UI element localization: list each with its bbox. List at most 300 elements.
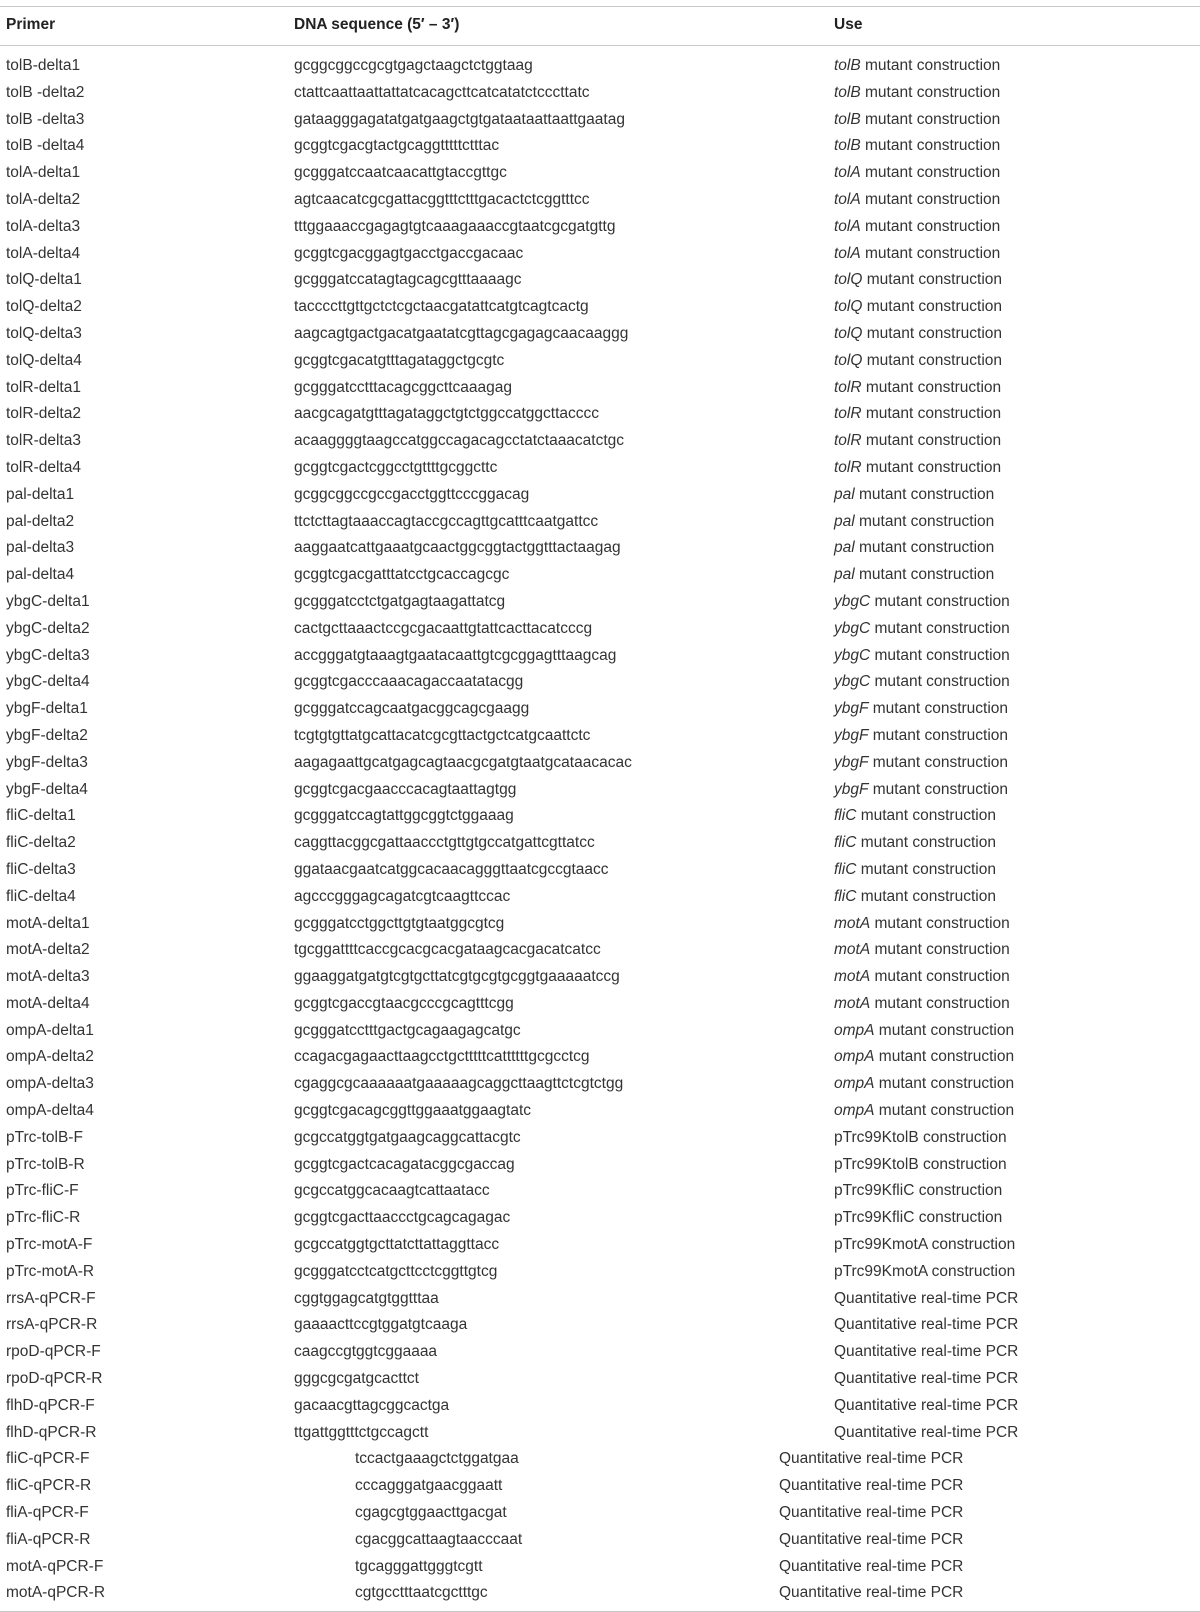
use-text: mutant construction	[860, 83, 1001, 101]
use-cell	[834, 593, 1010, 611]
primer-cell: tolR-delta4	[6, 458, 81, 476]
use-text: mutant construction	[862, 271, 1003, 289]
use-text: Quantitative real-time PCR	[779, 1450, 964, 1468]
table-body	[0, 55, 1200, 1609]
primer-cell: motA-delta2	[6, 941, 90, 959]
table-header	[0, 16, 1200, 38]
use-cell	[834, 566, 994, 584]
primer-cell: tolQ-delta2	[6, 298, 82, 316]
gene-name: ompA	[834, 1021, 875, 1039]
table-row	[0, 1234, 1200, 1261]
use-cell	[834, 111, 1000, 129]
table-row	[0, 779, 1200, 806]
sequence-cell: cgtgcctttaatcgctttgc	[355, 1584, 488, 1602]
use-cell	[779, 1450, 963, 1468]
table-row	[0, 1207, 1200, 1234]
table-row	[0, 993, 1200, 1020]
primer-cell: fliC-delta1	[6, 807, 76, 825]
sequence-cell: agtcaacatcgcgattacggtttctttgacactctcggtttcc	[294, 190, 590, 208]
use-text: Quantitative real-time PCR	[834, 1289, 1019, 1307]
use-text: Quantitative real-time PCR	[779, 1557, 964, 1575]
primer-cell: flhD-qPCR-R	[6, 1423, 97, 1441]
sequence-cell: ttctcttagtaaaccagtaccgccagttgcatttcaatgattcc	[294, 512, 599, 530]
gene-name: tolQ	[834, 298, 863, 316]
use-text: Quantitative real-time PCR	[834, 1370, 1019, 1388]
gene-name: tolB	[834, 110, 861, 128]
use-cell	[834, 1290, 1018, 1308]
primer-cell: rpoD-qPCR-R	[6, 1370, 103, 1388]
use-cell	[834, 539, 994, 557]
sequence-cell: gcggtcgacgatttatcctgcaccagcgc	[294, 566, 510, 584]
use-cell	[834, 164, 1000, 182]
table-row	[0, 913, 1200, 940]
primer-cell: tolA-delta4	[6, 244, 81, 262]
primer-cell: tolB -delta3	[6, 110, 85, 128]
primer-cell: ybgC-delta3	[6, 646, 90, 664]
use-text: pTrc99KtolB construction	[834, 1155, 1007, 1173]
use-cell	[834, 968, 1010, 986]
table-row	[0, 886, 1200, 913]
use-cell	[834, 861, 996, 879]
gene-name: tolB	[834, 137, 861, 155]
use-text: mutant construction	[856, 834, 996, 852]
sequence-cell: gacaacgttagcggcactga	[294, 1396, 450, 1414]
primer-cell: pTrc-tolB-R	[6, 1155, 85, 1173]
sequence-cell: cactgcttaaactccgcgacaattgtattcacttacatcccg	[294, 619, 593, 637]
primer-cell: pTrc-tolB-F	[6, 1128, 83, 1146]
use-cell	[834, 1370, 1018, 1388]
primer-cell: ybgC-delta2	[6, 619, 90, 637]
use-cell	[834, 298, 1002, 316]
gene-name: ybgC	[834, 592, 871, 610]
sequence-cell: cgaggcgcaaaaaatgaaaaagcaggcttaagttctcgtctgg	[294, 1075, 624, 1093]
use-cell	[834, 1129, 1007, 1147]
use-text: mutant construction	[860, 244, 1001, 262]
table-row	[0, 1395, 1200, 1422]
primer-cell: ybgF-delta3	[6, 753, 88, 771]
use-cell	[834, 137, 1000, 155]
gene-name: motA	[834, 914, 871, 932]
use-text: mutant construction	[861, 432, 1002, 450]
use-text: mutant construction	[860, 110, 1001, 128]
primer-cell: fliA-qPCR-F	[6, 1504, 89, 1522]
sequence-cell: taccccttgttgctctcgctaacgatattcatgtcagtcactg	[294, 298, 589, 316]
use-cell	[779, 1584, 963, 1602]
gene-name: tolA	[834, 217, 861, 235]
table-row	[0, 1288, 1200, 1315]
primer-cell: pTrc-fliC-F	[6, 1182, 79, 1200]
table-row	[0, 645, 1200, 672]
primer-cell: tolR-delta1	[6, 378, 81, 396]
table-row	[0, 1261, 1200, 1288]
primer-cell: pTrc-motA-F	[6, 1236, 93, 1254]
use-text: mutant construction	[860, 164, 1001, 182]
use-cell	[834, 325, 1002, 343]
sequence-cell: caagccgtggtcggaaaa	[294, 1343, 438, 1361]
sequence-cell: tccactgaaagctctggatgaa	[355, 1450, 519, 1468]
use-cell	[834, 432, 1001, 450]
primer-cell: pTrc-fliC-R	[6, 1209, 81, 1227]
table-row	[0, 457, 1200, 484]
primer-cell: fliC-delta3	[6, 860, 76, 878]
primer-cell: motA-delta1	[6, 914, 90, 932]
table-row	[0, 752, 1200, 779]
sequence-cell: aaggaatcattgaaatgcaactggcggtactggtttactaagag	[294, 539, 621, 557]
gene-name: pal	[834, 539, 855, 557]
gene-name: fliC	[834, 860, 857, 878]
use-text: mutant construction	[861, 458, 1002, 476]
table-row	[0, 1475, 1200, 1502]
primer-cell: motA-qPCR-R	[6, 1584, 106, 1602]
use-cell	[834, 1156, 1007, 1174]
use-cell	[779, 1531, 963, 1549]
use-cell	[779, 1558, 963, 1576]
sequence-cell: aacgcagatgtttagataggctgtctggccatggcttacccc	[294, 405, 600, 423]
use-text: mutant construction	[868, 780, 1009, 798]
sequence-cell: gcgccatggcacaagtcattaatacc	[294, 1182, 490, 1200]
use-text: pTrc99KfliC construction	[834, 1209, 1003, 1227]
gene-name: motA	[834, 941, 871, 959]
sequence-cell: gaaaacttccgtggatgtcaaga	[294, 1316, 468, 1334]
sequence-cell: gcggtcgaccgtaacgcccgcagtttcgg	[294, 994, 514, 1012]
sequence-cell: cggtggagcatgtggtttaa	[294, 1289, 439, 1307]
use-text: Quantitative real-time PCR	[834, 1343, 1019, 1361]
use-cell	[834, 647, 1010, 665]
table-row	[0, 189, 1200, 216]
use-text: mutant construction	[854, 512, 995, 530]
primer-cell: fliC-delta2	[6, 834, 76, 852]
table-row	[0, 1127, 1200, 1154]
table-row	[0, 698, 1200, 725]
use-cell	[834, 727, 1008, 745]
primer-cell: pTrc-motA-R	[6, 1262, 95, 1280]
use-cell	[834, 1424, 1018, 1442]
gene-name: tolQ	[834, 324, 863, 342]
table-row	[0, 1073, 1200, 1100]
gene-name: tolR	[834, 432, 862, 450]
table-row	[0, 135, 1200, 162]
sequence-cell: gcggcggccgcgtgagctaagctctggtaag	[294, 57, 533, 74]
sequence-cell: accgggatgtaaagtgaatacaattgtcgcggagtttaagcag	[294, 646, 617, 664]
use-cell	[834, 1263, 1015, 1281]
gene-name: tolQ	[834, 351, 863, 369]
table-row	[0, 618, 1200, 645]
sequence-cell: gataagggagatatgatgaagctgtgataataattaattgaatag	[294, 110, 625, 128]
sequence-cell: gcggtcgacgtactgcaggtttttctttac	[294, 137, 500, 155]
use-cell	[834, 1182, 1002, 1200]
sequence-cell: gcgggatcctcatgcttcctcggttgtcg	[294, 1262, 498, 1280]
primer-cell: tolR-delta3	[6, 432, 81, 450]
use-cell	[834, 620, 1010, 638]
table-row	[0, 939, 1200, 966]
use-text: Quantitative real-time PCR	[834, 1316, 1019, 1334]
use-cell	[834, 781, 1008, 799]
table-row	[0, 537, 1200, 564]
use-text: mutant construction	[874, 1021, 1015, 1039]
use-cell	[834, 1236, 1015, 1254]
table-row	[0, 511, 1200, 538]
use-cell	[834, 1397, 1018, 1415]
use-cell	[834, 245, 1000, 263]
primer-cell: pal-delta2	[6, 512, 75, 530]
gene-name: tolA	[834, 190, 861, 208]
use-cell	[834, 459, 1001, 477]
header-primer: Primer	[6, 16, 56, 33]
primer-cell: tolB -delta4	[6, 137, 85, 155]
sequence-cell: tcgtgtgttatgcattacatcgcgttactgctcatgcaattctc	[294, 726, 591, 744]
table-row	[0, 1502, 1200, 1529]
gene-name: tolA	[834, 244, 861, 262]
use-text: mutant construction	[874, 1075, 1015, 1093]
use-text: mutant construction	[860, 57, 1001, 74]
use-text: mutant construction	[870, 994, 1010, 1012]
primer-cell: ybgF-delta1	[6, 700, 88, 718]
use-text: Quantitative real-time PCR	[779, 1477, 964, 1495]
gene-name: tolQ	[834, 271, 863, 289]
primer-cell: tolQ-delta3	[6, 324, 82, 342]
sequence-cell: ctattcaattaattattatcacagcttcatcatatctcccttatc	[294, 83, 590, 101]
use-cell	[834, 995, 1010, 1013]
table-row	[0, 966, 1200, 993]
table-row	[0, 725, 1200, 752]
sequence-cell: cgacggcattaagtaacccaat	[355, 1530, 523, 1548]
table-row	[0, 1020, 1200, 1047]
use-text: mutant construction	[854, 539, 995, 557]
use-text: Quantitative real-time PCR	[779, 1504, 964, 1522]
table-row	[0, 216, 1200, 243]
use-cell	[834, 352, 1002, 370]
table-row	[0, 243, 1200, 270]
use-text: mutant construction	[868, 753, 1009, 771]
use-text: mutant construction	[874, 1048, 1015, 1066]
primer-cell: tolB -delta2	[6, 83, 85, 101]
table-row	[0, 1448, 1200, 1475]
gene-name: ybgF	[834, 753, 869, 771]
use-cell	[834, 1075, 1014, 1093]
use-text: mutant construction	[870, 646, 1010, 664]
use-text: mutant construction	[870, 592, 1010, 610]
use-cell	[834, 218, 1000, 236]
gene-name: ybgC	[834, 646, 871, 664]
primer-cell: pal-delta1	[6, 485, 75, 503]
sequence-cell: gcgggatcctttacagcggcttcaaagag	[294, 378, 513, 396]
use-text: mutant construction	[854, 566, 995, 584]
use-text: mutant construction	[870, 941, 1010, 959]
sequence-cell: gcgggatcctctgatgagtaagattatcg	[294, 592, 506, 610]
sequence-cell: caggttacggcgattaaccctgttgtgccatgattcgttatcc	[294, 834, 595, 852]
sequence-cell: gcggtcgacagcggttggaaatggaagtatc	[294, 1102, 531, 1120]
table-row	[0, 1046, 1200, 1073]
primer-cell: ybgC-delta1	[6, 592, 90, 610]
gene-name: tolR	[834, 378, 862, 396]
use-text: mutant construction	[860, 137, 1001, 155]
primer-cell: ompA-delta2	[6, 1048, 94, 1066]
use-cell	[834, 807, 996, 825]
sequence-cell: ggataacgaatcatggcacaacagggttaatcgccgtaacc	[294, 860, 609, 878]
use-text: mutant construction	[870, 673, 1010, 691]
sequence-cell: gcgggatccagtattggcggtctggaaag	[294, 807, 514, 825]
sequence-cell: gcggtcgacccaaacagaccaatatacgg	[294, 673, 524, 691]
sequence-cell: gcggtcgactcacagatacggcgaccag	[294, 1155, 515, 1173]
use-cell	[779, 1504, 963, 1522]
table-row	[0, 430, 1200, 457]
sequence-cell: gggcgcgatgcacttct	[294, 1370, 419, 1388]
gene-name: motA	[834, 994, 871, 1012]
use-cell	[834, 1343, 1018, 1361]
header-rule	[0, 45, 1200, 46]
use-text: mutant construction	[856, 807, 996, 825]
use-cell	[834, 57, 1000, 75]
sequence-cell: agcccgggagcagatcgtcaagttccac	[294, 887, 511, 905]
use-text: pTrc99KmotA construction	[834, 1262, 1016, 1280]
primer-cell: rrsA-qPCR-R	[6, 1316, 98, 1334]
use-text: mutant construction	[856, 887, 996, 905]
use-cell	[834, 888, 996, 906]
table-row	[0, 805, 1200, 832]
sequence-cell: gcggtcgacgaacccacagtaattagtgg	[294, 780, 517, 798]
primer-cell: rpoD-qPCR-F	[6, 1343, 101, 1361]
primer-cell: motA-delta4	[6, 994, 90, 1012]
use-cell	[834, 673, 1010, 691]
primer-cell: fliA-qPCR-R	[6, 1530, 91, 1548]
primer-cell: tolQ-delta4	[6, 351, 82, 369]
primer-cell: tolQ-delta1	[6, 271, 82, 289]
sequence-cell: gcgggatcctttgactgcagaagagcatgc	[294, 1021, 521, 1039]
primer-cell: tolR-delta2	[6, 405, 81, 423]
table-row	[0, 564, 1200, 591]
gene-name: fliC	[834, 887, 857, 905]
primer-cell: fliC-delta4	[6, 887, 76, 905]
use-text: mutant construction	[861, 405, 1002, 423]
gene-name: pal	[834, 485, 855, 503]
primer-cell: ybgF-delta4	[6, 780, 88, 798]
use-cell	[834, 405, 1001, 423]
use-text: mutant construction	[854, 485, 995, 503]
use-text: mutant construction	[874, 1102, 1015, 1120]
table-row	[0, 162, 1200, 189]
use-cell	[834, 915, 1010, 933]
table-row	[0, 1368, 1200, 1395]
gene-name: motA	[834, 968, 871, 986]
sequence-cell: gcggtcgactcggcctgttttgcggcttc	[294, 458, 498, 476]
use-cell	[834, 1022, 1014, 1040]
primer-cell: ompA-delta1	[6, 1021, 94, 1039]
primer-cell: tolA-delta1	[6, 164, 81, 182]
gene-name: ybgF	[834, 780, 869, 798]
sequence-cell: cccagggatgaacggaatt	[355, 1477, 503, 1495]
use-text: mutant construction	[868, 700, 1009, 718]
sequence-cell: gcggtcgacttaaccctgcagcagagac	[294, 1209, 511, 1227]
use-text: mutant construction	[862, 351, 1003, 369]
table-row	[0, 1100, 1200, 1127]
table-row	[0, 1180, 1200, 1207]
table-row	[0, 859, 1200, 886]
primer-cell: rrsA-qPCR-F	[6, 1289, 96, 1307]
sequence-cell: acaaggggtaagccatggccagacagcctatctaaacatctgc	[294, 432, 625, 450]
use-text: pTrc99KtolB construction	[834, 1128, 1007, 1146]
use-cell	[834, 1209, 1002, 1227]
use-text: pTrc99KfliC construction	[834, 1182, 1003, 1200]
use-cell	[834, 1048, 1014, 1066]
gene-name: ybgC	[834, 673, 871, 691]
table-row	[0, 82, 1200, 109]
primer-cell: pal-delta4	[6, 566, 75, 584]
use-text: pTrc99KmotA construction	[834, 1236, 1016, 1254]
gene-name: ompA	[834, 1075, 875, 1093]
gene-name: tolA	[834, 164, 861, 182]
table-row	[0, 671, 1200, 698]
gene-name: tolR	[834, 458, 862, 476]
use-text: mutant construction	[860, 217, 1001, 235]
use-cell	[834, 513, 994, 531]
gene-name: fliC	[834, 807, 857, 825]
table-row	[0, 591, 1200, 618]
sequence-cell: tgcagggattgggtcgtt	[355, 1557, 483, 1575]
table-top-rule	[0, 6, 1200, 7]
gene-name: pal	[834, 566, 855, 584]
gene-name: ybgF	[834, 700, 869, 718]
table-row	[0, 296, 1200, 323]
use-cell	[834, 271, 1002, 289]
use-text: mutant construction	[862, 298, 1003, 316]
sequence-cell: gcgggatcctggcttgtgtaatggcgtcg	[294, 914, 505, 932]
use-text: mutant construction	[856, 860, 996, 878]
use-text: mutant construction	[861, 378, 1002, 396]
table-row	[0, 1422, 1200, 1449]
sequence-cell: tgcggattttcaccgcacgcacgataagcacgacatcatcc	[294, 941, 601, 959]
use-cell	[834, 1102, 1014, 1120]
sequence-cell: gcgccatggtgcttatcttattaggttacc	[294, 1236, 500, 1254]
table-row	[0, 109, 1200, 136]
header-use: Use	[834, 16, 863, 33]
use-cell	[834, 700, 1008, 718]
table-row	[0, 269, 1200, 296]
sequence-cell: gcggtcgacggagtgacctgaccgacaac	[294, 244, 524, 262]
sequence-cell: gcgggatccaatcaacattgtaccgttgc	[294, 164, 507, 182]
table-row	[0, 377, 1200, 404]
gene-name: tolR	[834, 405, 862, 423]
use-cell	[779, 1477, 963, 1495]
use-text: Quantitative real-time PCR	[834, 1396, 1019, 1414]
use-cell	[834, 941, 1010, 959]
use-cell	[834, 754, 1008, 772]
sequence-cell: aagcagtgactgacatgaatatcgttagcgagagcaacaaggg	[294, 324, 629, 342]
primer-cell: fliC-qPCR-F	[6, 1450, 90, 1468]
use-text: Quantitative real-time PCR	[779, 1530, 964, 1548]
primer-cell: fliC-qPCR-R	[6, 1477, 92, 1495]
gene-name: pal	[834, 512, 855, 530]
table-row	[0, 323, 1200, 350]
use-text: mutant construction	[862, 324, 1003, 342]
primer-cell: tolA-delta3	[6, 217, 81, 235]
gene-name: fliC	[834, 834, 857, 852]
use-text: mutant construction	[870, 619, 1010, 637]
primer-cell: tolB-delta1	[6, 57, 81, 74]
table-row	[0, 1529, 1200, 1556]
use-cell	[834, 486, 994, 504]
table-row	[0, 350, 1200, 377]
sequence-cell: ttgattggtttctgccagctt	[294, 1423, 429, 1441]
table-row	[0, 1154, 1200, 1181]
primer-cell: pal-delta3	[6, 539, 75, 557]
use-text: mutant construction	[868, 726, 1009, 744]
table-row	[0, 832, 1200, 859]
primer-cell: tolA-delta2	[6, 190, 81, 208]
sequence-cell: cgagcgtggaacttgacgat	[355, 1504, 507, 1522]
use-text: Quantitative real-time PCR	[834, 1423, 1019, 1441]
table-row	[0, 55, 1200, 82]
sequence-cell: gcgggatccagcaatgacggcagcgaagg	[294, 700, 530, 718]
